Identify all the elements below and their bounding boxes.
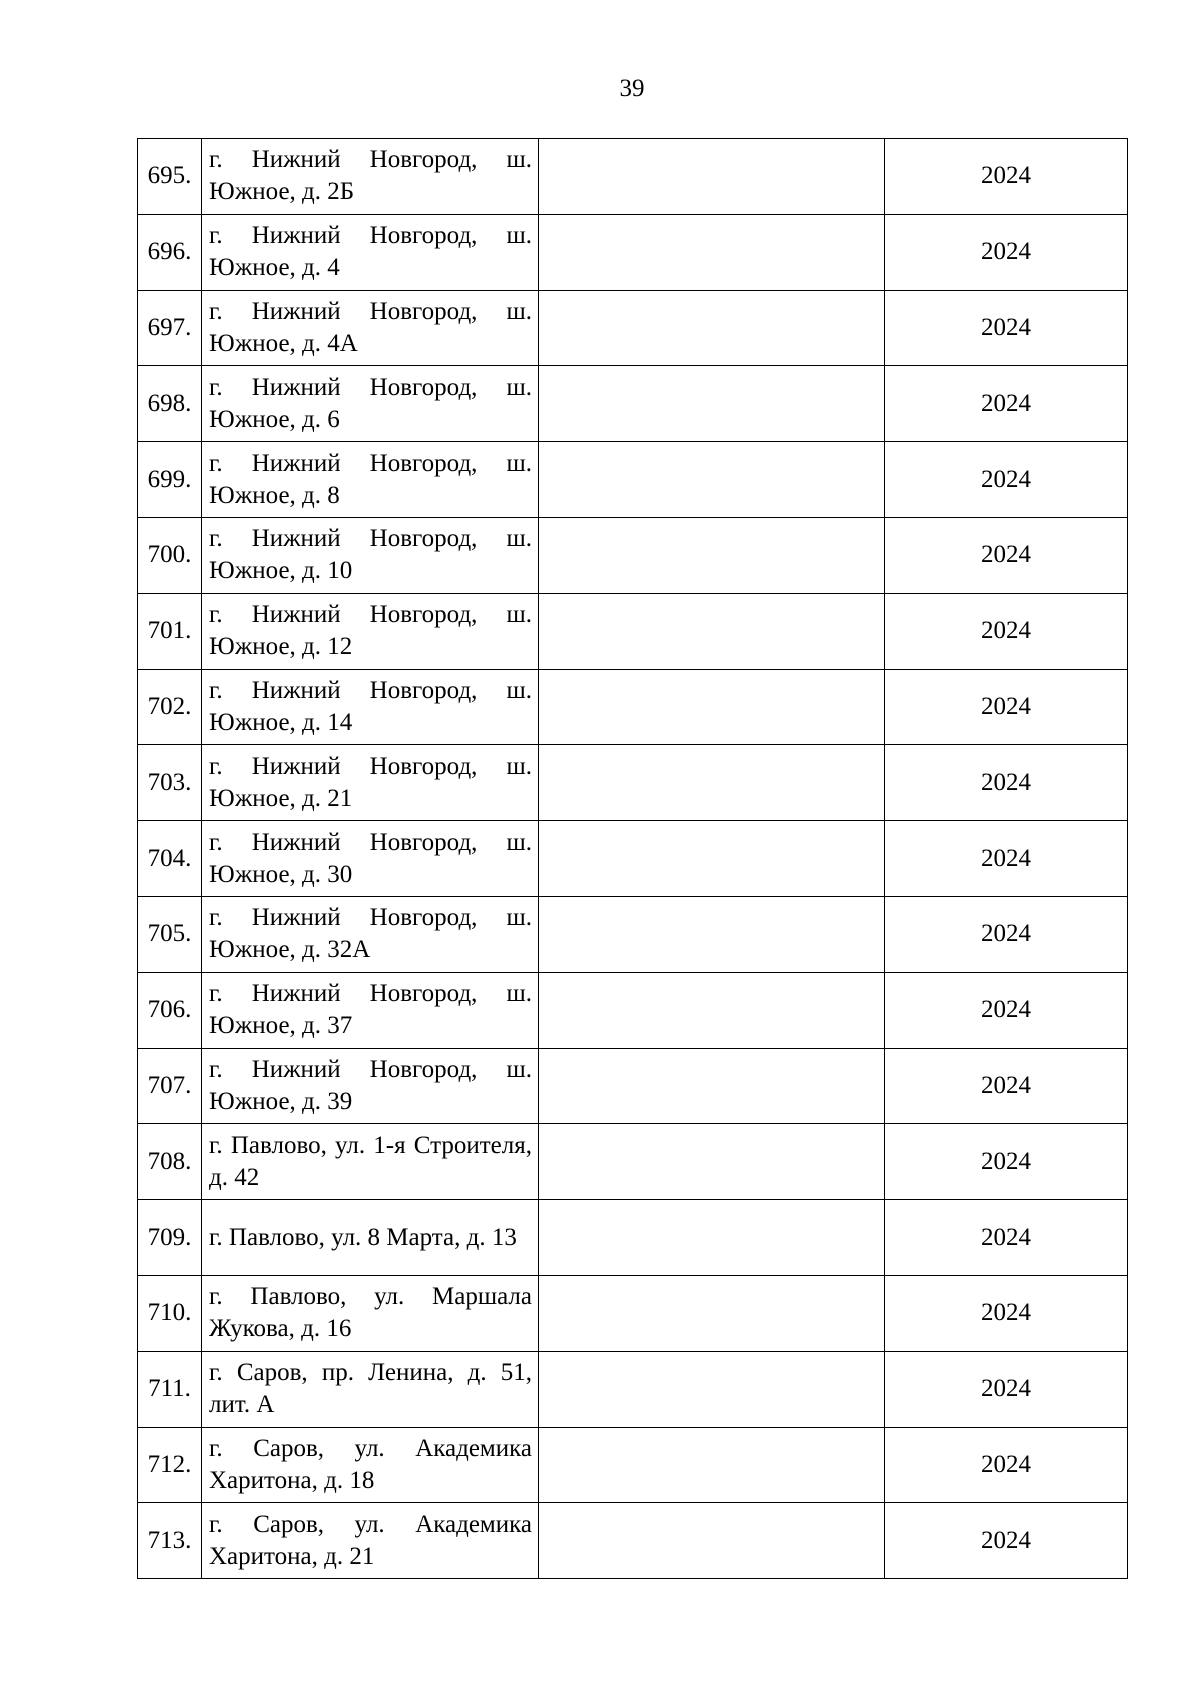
row-number-cell: 709. <box>138 1200 202 1276</box>
address-cell: г. Павлово, ул. 1-я Строителя, д. 42 <box>202 1124 539 1200</box>
row-number-cell: 713. <box>138 1503 202 1579</box>
empty-column-cell <box>539 1124 885 1200</box>
empty-column-cell <box>539 1275 885 1351</box>
year-cell: 2024 <box>885 669 1128 745</box>
table-row <box>138 1427 1128 1503</box>
table-row <box>138 214 1128 290</box>
row-number-cell: 700. <box>138 517 202 593</box>
address-cell: г. Нижний Новгород, ш. Южное, д. 39 <box>202 1048 539 1124</box>
address-cell: г. Нижний Новгород, ш. Южное, д. 2Б <box>202 139 539 215</box>
row-number-cell: 708. <box>138 1124 202 1200</box>
empty-column-cell <box>539 1503 885 1579</box>
table-row <box>138 1275 1128 1351</box>
empty-column-cell <box>539 972 885 1048</box>
empty-column-cell <box>539 1427 885 1503</box>
year-cell: 2024 <box>885 1048 1128 1124</box>
year-cell: 2024 <box>885 745 1128 821</box>
year-cell: 2024 <box>885 1200 1128 1276</box>
empty-column-cell <box>539 1048 885 1124</box>
empty-column-cell <box>539 1200 885 1276</box>
empty-column-cell <box>539 290 885 366</box>
address-cell: г. Нижний Новгород, ш. Южное, д. 14 <box>202 669 539 745</box>
row-number-cell: 710. <box>138 1275 202 1351</box>
address-cell: г. Нижний Новгород, ш. Южное, д. 10 <box>202 517 539 593</box>
year-cell: 2024 <box>885 214 1128 290</box>
table-row <box>138 1351 1128 1427</box>
year-cell: 2024 <box>885 1427 1128 1503</box>
table-row <box>138 821 1128 897</box>
address-cell: г. Нижний Новгород, ш. Южное, д. 8 <box>202 442 539 518</box>
year-cell: 2024 <box>885 1124 1128 1200</box>
empty-column-cell <box>539 745 885 821</box>
empty-column-cell <box>539 366 885 442</box>
empty-column-cell <box>539 214 885 290</box>
empty-column-cell <box>539 139 885 215</box>
address-cell: г. Саров, пр. Ленина, д. 51, лит. А <box>202 1351 539 1427</box>
table-row <box>138 139 1128 215</box>
table-row <box>138 1200 1128 1276</box>
address-cell: г. Нижний Новгород, ш. Южное, д. 6 <box>202 366 539 442</box>
row-number-cell: 705. <box>138 896 202 972</box>
table-row <box>138 442 1128 518</box>
empty-column-cell <box>539 593 885 669</box>
address-cell: г. Саров, ул. Академика Харитона, д. 18 <box>202 1427 539 1503</box>
row-number-cell: 703. <box>138 745 202 821</box>
row-number-cell: 695. <box>138 139 202 215</box>
address-table <box>137 138 1128 1579</box>
row-number-cell: 698. <box>138 366 202 442</box>
table-row <box>138 896 1128 972</box>
table-row <box>138 593 1128 669</box>
table-row <box>138 290 1128 366</box>
address-cell: г. Саров, ул. Академика Харитона, д. 21 <box>202 1503 539 1579</box>
empty-column-cell <box>539 442 885 518</box>
table-row <box>138 1048 1128 1124</box>
table-row <box>138 517 1128 593</box>
row-number-cell: 707. <box>138 1048 202 1124</box>
row-number-cell: 711. <box>138 1351 202 1427</box>
address-cell: г. Нижний Новгород, ш. Южное, д. 37 <box>202 972 539 1048</box>
table-row <box>138 366 1128 442</box>
row-number-cell: 697. <box>138 290 202 366</box>
address-cell: г. Нижний Новгород, ш. Южное, д. 4А <box>202 290 539 366</box>
year-cell: 2024 <box>885 593 1128 669</box>
address-cell: г. Нижний Новгород, ш. Южное, д. 21 <box>202 745 539 821</box>
table-row <box>138 972 1128 1048</box>
year-cell: 2024 <box>885 1351 1128 1427</box>
table-body <box>138 139 1128 1579</box>
table-row <box>138 745 1128 821</box>
year-cell: 2024 <box>885 366 1128 442</box>
address-cell: г. Нижний Новгород, ш. Южное, д. 12 <box>202 593 539 669</box>
address-cell: г. Нижний Новгород, ш. Южное, д. 32А <box>202 896 539 972</box>
row-number-cell: 706. <box>138 972 202 1048</box>
empty-column-cell <box>539 669 885 745</box>
page-number: 39 <box>619 75 645 102</box>
row-number-cell: 701. <box>138 593 202 669</box>
address-cell: г. Павлово, ул. Маршала Жукова, д. 16 <box>202 1275 539 1351</box>
empty-column-cell <box>539 1351 885 1427</box>
row-number-cell: 699. <box>138 442 202 518</box>
year-cell: 2024 <box>885 290 1128 366</box>
empty-column-cell <box>539 896 885 972</box>
address-cell: г. Нижний Новгород, ш. Южное, д. 30 <box>202 821 539 897</box>
year-cell: 2024 <box>885 442 1128 518</box>
year-cell: 2024 <box>885 139 1128 215</box>
address-cell: г. Павлово, ул. 8 Марта, д. 13 <box>202 1200 539 1276</box>
year-cell: 2024 <box>885 972 1128 1048</box>
table-row <box>138 669 1128 745</box>
year-cell: 2024 <box>885 821 1128 897</box>
table-row <box>138 1124 1128 1200</box>
row-number-cell: 702. <box>138 669 202 745</box>
year-cell: 2024 <box>885 1275 1128 1351</box>
row-number-cell: 712. <box>138 1427 202 1503</box>
empty-column-cell <box>539 821 885 897</box>
row-number-cell: 704. <box>138 821 202 897</box>
address-cell: г. Нижний Новгород, ш. Южное, д. 4 <box>202 214 539 290</box>
year-cell: 2024 <box>885 517 1128 593</box>
empty-column-cell <box>539 517 885 593</box>
year-cell: 2024 <box>885 1503 1128 1579</box>
table-row <box>138 1503 1128 1579</box>
row-number-cell: 696. <box>138 214 202 290</box>
year-cell: 2024 <box>885 896 1128 972</box>
